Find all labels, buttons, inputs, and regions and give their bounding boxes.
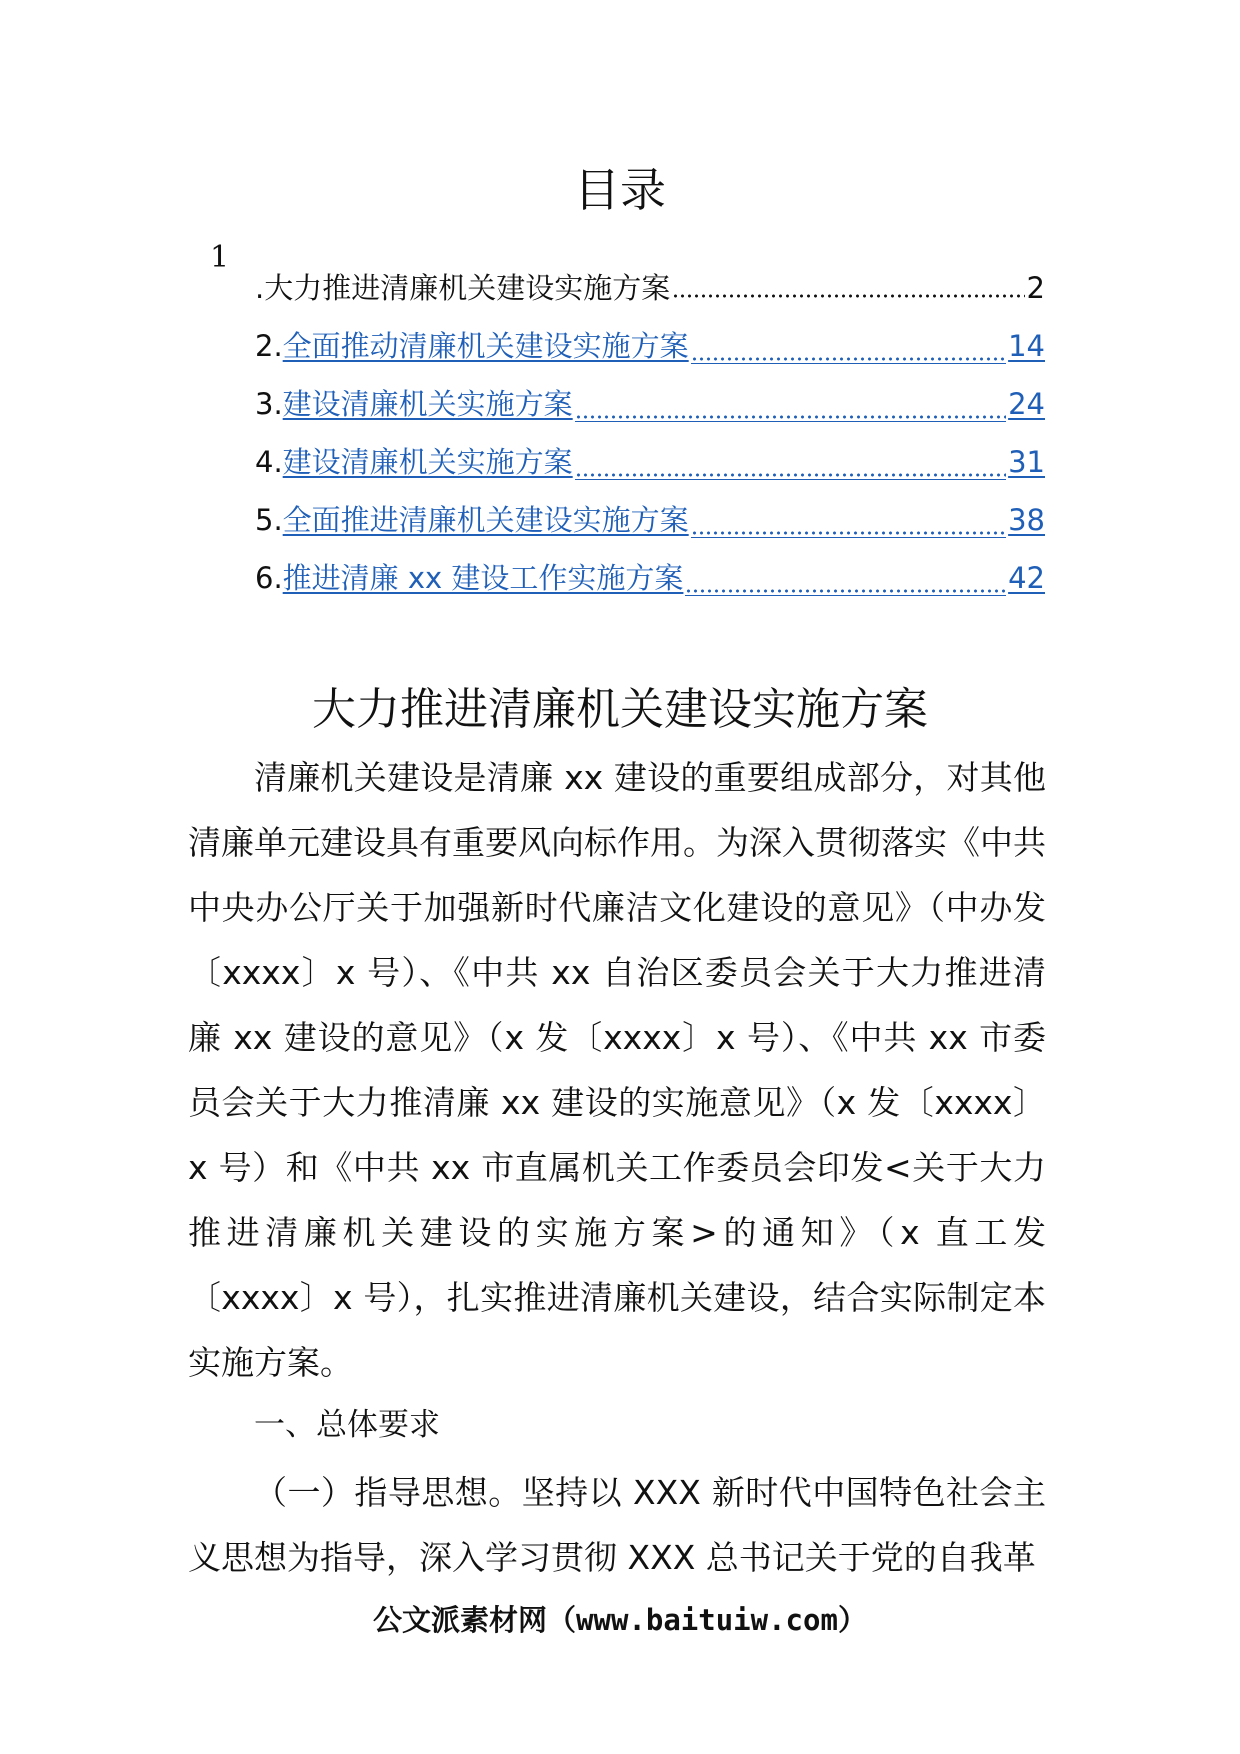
toc-dot-leader [575, 407, 1006, 422]
toc-entry-page[interactable]: 14 [1008, 329, 1045, 363]
toc-dot-leader [691, 349, 1006, 364]
toc-entry-link[interactable]: 推进清廉 xx 建设工作实施方案 [282, 561, 684, 595]
toc-entry-link[interactable]: 建设清廉机关实施方案 [282, 387, 573, 421]
toc-entry-number: 6. [255, 561, 283, 595]
toc-entry-number: 3. [255, 387, 283, 421]
toc-entry-5[interactable] [255, 498, 1045, 542]
toc-entry-page: 2 [1026, 271, 1045, 305]
footer-watermark-text: 公文派素材网（www.baituiw.com） [373, 1603, 867, 1637]
toc-entry-link[interactable]: 全面推进清廉机关建设实施方案 [282, 503, 689, 537]
toc-entry-number: 5. [255, 503, 283, 537]
body-paragraph-guiding-ideology: （一）指导思想。坚持以 XXX 新时代中国特色社会主义思想为指导，深入学习贯彻 XXX 总书记关于党的自我革 [188, 1473, 1046, 1577]
toc-entry-6[interactable] [255, 556, 1045, 600]
toc-entry-4[interactable] [255, 440, 1045, 484]
toc-entry-label: .大力推进清廉机关建设实施方案 [255, 271, 671, 305]
toc-entry-page[interactable]: 31 [1008, 445, 1045, 479]
toc-title: 目录 [574, 163, 666, 217]
toc-entry-page[interactable]: 24 [1008, 387, 1045, 421]
toc-entry-2[interactable] [255, 324, 1045, 368]
section-heading: 一、总体要求 [254, 1407, 440, 1443]
toc-entry-link[interactable]: 建设清廉机关实施方案 [282, 445, 573, 479]
toc-entry-page[interactable]: 38 [1008, 503, 1045, 537]
toc-entry-number: 2. [255, 329, 283, 363]
toc-entry-number: 4. [255, 445, 283, 479]
page-number-marker: 1 [210, 240, 230, 275]
toc-entry-link[interactable]: 全面推动清廉机关建设实施方案 [282, 329, 689, 363]
toc-dot-leader [691, 523, 1006, 538]
toc-entry-page[interactable]: 42 [1008, 561, 1045, 595]
toc-dot-leader [575, 465, 1006, 480]
toc-dot-leader [672, 292, 1024, 300]
body-paragraph-intro: 清廉机关建设是清廉 xx 建设的重要组成部分，对其他清廉单元建设具有重要风向标作用。为深入贯彻落实《中共中央办公厅关于加强新时代廉洁文化建设的意见》（中办发〔xxxx〕x 号）、《中共 xx 自治区委员会关于大力推进清廉 xx 建设的意见》（x 发〔xxxx〕x 号）、《中共 xx 市委员会关于大力推清廉 xx 建设的实施意见》（x 发〔xxxx〕x 号）和《中共 xx 市直属机关工作委员会印发<关于大力推进清廉机关建设的实施方案>的通知》（x 直工发〔xxxx〕x 号），扎实推进清廉机关建设，结合实际制定本实施方案。 [188, 758, 1046, 1382]
toc-dot-leader [685, 581, 1006, 596]
toc-entry-1[interactable] [255, 266, 1045, 310]
toc-entry-3[interactable] [255, 382, 1045, 426]
document-title: 大力推进清廉机关建设实施方案 [312, 684, 928, 735]
